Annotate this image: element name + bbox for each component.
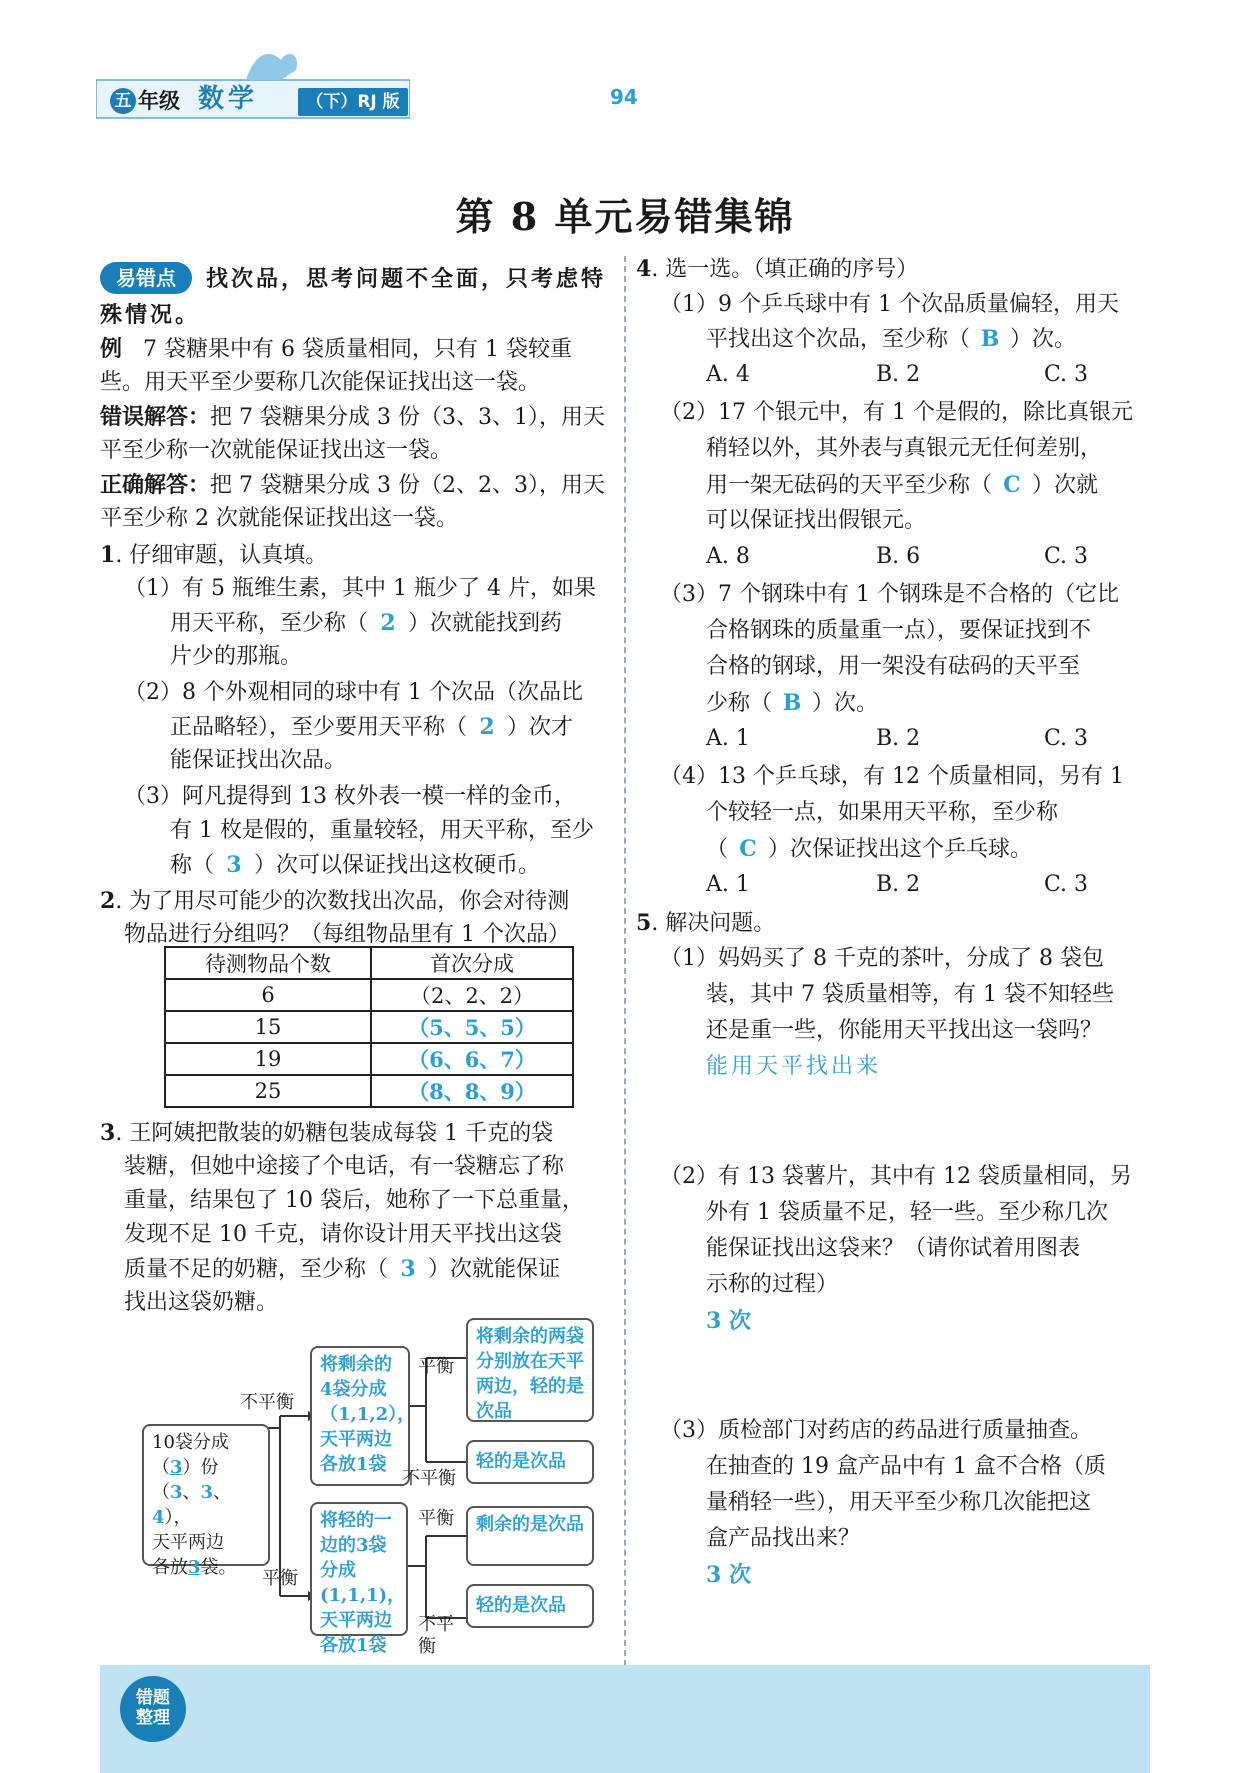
- example-label: 例: [100, 336, 123, 362]
- q4-p3-option-c: C. 3: [1044, 726, 1089, 751]
- column-divider: [624, 256, 626, 1666]
- q3-line3: 重量，结果包了 10 袋后，她称了一下总重量，: [124, 1188, 584, 1213]
- q4-p2-option-b: B. 6: [876, 544, 921, 569]
- flow-result-box-4: 轻的是次品: [466, 1584, 594, 1628]
- flow-start-line3: [152, 1480, 260, 1530]
- q5-title: [636, 906, 775, 941]
- q5-p3-line2: 在抽查的 19 盒产品中有 1 盒不合格（质: [706, 1454, 1106, 1479]
- subject-label: 数学: [198, 84, 259, 114]
- flow-start-line5: [152, 1555, 260, 1580]
- q4-p1-text-b: ）次。: [1010, 327, 1077, 352]
- q3-line4: 发现不足 10 千克，请你设计用天平找出这袋: [124, 1222, 562, 1247]
- tip-badge: 易错点: [100, 262, 192, 294]
- q5-number: 5: [636, 910, 652, 936]
- flow-start-line4: 天平两边: [152, 1532, 224, 1553]
- q4-p3-answer: B: [782, 690, 802, 716]
- flow-start-text2: 袋。: [200, 1557, 237, 1578]
- q4-p3-line4: [706, 686, 878, 721]
- q1-p3-text-a: 称（: [170, 853, 215, 878]
- wrong-answer-label: 错误解答：: [100, 404, 211, 430]
- footer-badge: [120, 1676, 186, 1742]
- q1-p1-line2: [170, 606, 562, 641]
- q5-p1-line3: 还是重一些，你能用天平找出这一袋吗？: [706, 1018, 1103, 1043]
- q2-number: 2: [100, 888, 116, 914]
- q1-p2-line3: 能保证找出次品。: [170, 748, 347, 773]
- q4-p4-option-b: B. 2: [876, 872, 921, 897]
- flow-label-balanced3: 平衡: [418, 1508, 454, 1529]
- q1-p1-text-a: 用天平称，至少称（: [170, 611, 369, 636]
- q4-p4-answer: C: [739, 836, 757, 862]
- q3-text-a: 质量不足的奶糖，至少称（: [124, 1257, 389, 1282]
- flow-start-answer4: 4: [152, 1507, 165, 1528]
- q4-p4-option-c: C. 3: [1044, 872, 1089, 897]
- q5-p2-line2: 外有 1 袋质量不足，轻一些。至少称几次: [706, 1200, 1108, 1225]
- q1-p1-answer: 2: [380, 610, 396, 636]
- q1-p2-text-a: 正品略轻），至少要用天平称（: [170, 715, 468, 740]
- flow-start-answer2: 3: [170, 1482, 183, 1503]
- q1-p2-answer: 2: [479, 714, 495, 740]
- q2-line1: [100, 884, 569, 919]
- flow-label-unbalanced2: 不平衡: [402, 1468, 456, 1489]
- wrong-answer-line1: [100, 400, 605, 435]
- q1-p3-line1: （3）阿凡提得到 13 枚外表一模一样的金币，: [124, 784, 576, 809]
- q5-p1-line1: （1）妈妈买了 8 千克的茶叶，分成了 8 袋包: [660, 946, 1104, 971]
- q4-p2-option-a: A. 8: [706, 544, 750, 569]
- q4-p1-option-b: B. 2: [876, 362, 921, 387]
- q5-p2-answer: 3 次: [706, 1308, 751, 1334]
- table-cell-count: 15: [165, 1011, 371, 1043]
- flow-start-paren-open: （: [152, 1457, 170, 1478]
- q3-text-b: ）次就能保证: [428, 1257, 561, 1282]
- flow-start-paren2-open: （: [152, 1482, 170, 1503]
- q1-p3-line2: 有 1 枚是假的，重量较轻，用天平称，至少: [170, 818, 594, 843]
- right-answer-label: 正确解答：: [100, 472, 211, 498]
- footer-notes-area: [100, 1665, 1150, 1773]
- flow-label-unbalanced: 不平衡: [240, 1392, 294, 1413]
- table-cell-split-answer: （5、5、5）: [371, 1011, 573, 1043]
- tip-text-line1: 找次品，思考问题不全面，只考虑特: [206, 266, 607, 292]
- q1-p3-answer: 3: [226, 852, 242, 878]
- q1-p1-line1: （1）有 5 瓶维生素，其中 1 瓶少了 4 片，如果: [124, 576, 596, 601]
- table-row: [165, 1011, 573, 1043]
- table-row: [165, 1043, 573, 1075]
- q4-p1-answer: B: [980, 326, 1000, 352]
- table-header-row: [165, 947, 573, 979]
- flow-result-box-3: 剩余的是次品: [466, 1506, 594, 1566]
- footer-badge-line2: 整理: [136, 1708, 170, 1728]
- flow-result-box-1: 将剩余的两袋分别放在天平两边，轻的是次品: [466, 1318, 594, 1422]
- q1-p1-text-b: ）次就能找到药: [408, 611, 563, 636]
- q4-p2-option-c: C. 3: [1044, 544, 1089, 569]
- flow-start-box: [142, 1424, 270, 1578]
- flow-start-text: 各放: [152, 1557, 188, 1578]
- q4-p3-option-b: B. 2: [876, 726, 921, 751]
- q1-p2-text-b: ）次才: [507, 715, 574, 740]
- q4-p4-text-a: （: [706, 837, 729, 862]
- table-cell-split-answer: （6、6、7）: [371, 1043, 573, 1075]
- flow-mid-top-box: 将剩余的4袋分成（1,1,2），天平两边各放1袋: [310, 1346, 410, 1486]
- q1-p2-line2: [170, 710, 573, 745]
- q4-p3-line2: 合格钢珠的质量重一点），要保证找到不: [706, 618, 1092, 643]
- q5-p1-line2: 装，其中 7 袋质量相等，有 1 袋不知轻些: [706, 982, 1114, 1007]
- right-answer-line2: 平至少称 2 次就能保证找出这一袋。: [100, 506, 458, 531]
- table-header-count: 待测物品个数: [165, 947, 371, 979]
- q5-p3-line3: 量稍轻一些），用天平至少称几次能把这: [706, 1490, 1092, 1515]
- flow-start-paren2-close: ），: [164, 1507, 192, 1528]
- q4-p4-text-b: ）次保证找出这个乒乓球。: [768, 837, 1033, 862]
- table-cell-count: 25: [165, 1075, 371, 1107]
- q3-line5: [124, 1252, 560, 1287]
- q4-title: [636, 252, 918, 287]
- example-line1: [100, 332, 572, 367]
- flow-start-answer1: 3: [170, 1457, 183, 1478]
- q4-p3-line3: 合格的钢球，用一架没有砝码的天平至: [706, 654, 1081, 679]
- q5-title-text: . 解决问题。: [651, 911, 776, 936]
- q4-p1-option-c: C. 3: [1044, 362, 1089, 387]
- flow-label-balanced2: 平衡: [418, 1356, 454, 1377]
- q5-p3-line1: （3）质检部门对药店的药品进行质量抽查。: [660, 1418, 1092, 1443]
- q1-p3-text-b: ）次可以保证找出这枚硬币。: [254, 853, 541, 878]
- flow-start-answer5: 3: [188, 1557, 201, 1578]
- flow-start-line1: 10袋分成: [152, 1432, 229, 1453]
- q2-table: [164, 946, 574, 1108]
- q4-p2-text-b: ）次就: [1032, 473, 1099, 498]
- flow-label-unbalanced3-line1: 不平: [418, 1614, 454, 1635]
- q2-line1-text: . 为了用尽可能少的次数找出次品，你会对待测: [115, 889, 570, 914]
- table-cell-count: 6: [165, 979, 371, 1011]
- flow-label-unbalanced3-line2: 衡: [418, 1636, 436, 1657]
- q5-p3-answer: 3 次: [706, 1562, 751, 1588]
- q4-p2-line2: 稍轻以外，其外表与真银元无任何差别，: [706, 436, 1103, 461]
- q4-p2-answer: C: [1003, 472, 1021, 498]
- q4-p2-line3: [706, 468, 1098, 503]
- q4-p1-line1: （1）9 个乒乓球中有 1 个次品质量偏轻，用天: [660, 292, 1119, 317]
- example-line2: 些。用天平至少要称几次能保证找出这一袋。: [100, 370, 541, 395]
- right-answer-text: 把 7 袋糖果分成 3 份（2、2、3），用天: [210, 473, 605, 498]
- table-header-split: 首次分成: [371, 947, 573, 979]
- q1-p1-line3: 片少的那瓶。: [170, 644, 303, 669]
- flow-start-answer3: 3: [200, 1482, 214, 1503]
- flow-start-line2: [152, 1455, 260, 1480]
- flow-start-unit: ）份: [182, 1457, 219, 1478]
- q4-p1-text-a: 平找出这个次品，至少称（: [706, 327, 971, 352]
- page-title: 第 8 单元易错集锦: [455, 194, 795, 239]
- table-row: [165, 1075, 573, 1107]
- wrong-answer-line2: 平至少称一次就能保证找出这一袋。: [100, 438, 453, 463]
- q1-title-text: . 仔细审题，认真填。: [115, 543, 328, 568]
- grade-badge: 五: [110, 88, 136, 114]
- q4-p3-line1: （3）7 个钢珠中有 1 个钢珠是不合格的（它比: [660, 582, 1119, 607]
- flow-start-sep1: 、: [182, 1482, 201, 1503]
- table-cell-split: （2、2、2）: [371, 979, 573, 1011]
- q5-p2-line1: （2）有 13 袋薯片，其中有 12 袋质量相同，另: [660, 1164, 1132, 1189]
- table-cell-split-answer: （8、8、9）: [371, 1075, 573, 1107]
- q4-p4-line1: （4）13 个乒乓球，有 12 个质量相同，另有 1: [660, 764, 1124, 789]
- q3-number: 3: [100, 1120, 116, 1146]
- flow-start-sep2: 、: [213, 1482, 232, 1503]
- q3-line2: 装糖，但她中途接了个电话，有一袋糖忘了称: [124, 1154, 565, 1179]
- wrong-answer-text: 把 7 袋糖果分成 3 份（3、3、1），用天: [210, 405, 605, 430]
- q4-p2-line4: 可以保证找出假银元。: [706, 508, 927, 533]
- table-cell-count: 19: [165, 1043, 371, 1075]
- q4-p1-line2: [706, 322, 1076, 357]
- q3-line1-text: . 王阿姨把散装的奶糖包装成每袋 1 千克的袋: [115, 1121, 554, 1146]
- q4-p3-text-b: ）次。: [812, 691, 879, 716]
- q4-p4-line3: [706, 832, 1032, 867]
- right-answer-line1: [100, 468, 605, 503]
- q5-p1-answer: 能用天平找出来: [706, 1054, 882, 1079]
- grade-label: 年级: [138, 89, 180, 113]
- page-number: 94: [610, 85, 638, 109]
- q5-p2-line3: 能保证找出这袋来？（请你试着用图表: [706, 1236, 1081, 1261]
- footer-badge-line1: 错题: [136, 1688, 170, 1708]
- q1-title: [100, 538, 327, 573]
- table-row: [165, 979, 573, 1011]
- q3-answer: 3: [400, 1256, 416, 1282]
- q3-line1: [100, 1116, 553, 1151]
- q1-p3-line3: [170, 848, 540, 883]
- q5-p2-line4: 示称的过程）: [706, 1272, 839, 1297]
- q4-p1-option-a: A. 4: [706, 362, 750, 387]
- q4-p4-line2: 个较轻一点，如果用天平称，至少称: [706, 800, 1059, 825]
- q4-p3-option-a: A. 1: [706, 726, 750, 751]
- q5-p3-line4: 盒产品找出来？: [706, 1526, 861, 1551]
- q3-line6: 找出这袋奶糖。: [124, 1290, 279, 1315]
- flow-mid-bottom-box: 将轻的一边的3袋分成(1,1,1)，天平两边各放1袋: [310, 1502, 408, 1636]
- q4-number: 4: [636, 256, 652, 282]
- flow-label-balanced: 平衡: [262, 1568, 298, 1589]
- tip-text-line2: 殊情况。: [100, 302, 201, 328]
- q1-number: 1: [100, 542, 116, 568]
- q4-title-text: . 选一选。（填正确的序号）: [651, 257, 919, 282]
- q1-p2-line1: （2）8 个外观相同的球中有 1 个次品（次品比: [124, 680, 583, 705]
- example-text: 7 袋糖果中有 6 袋质量相同，只有 1 袋较重: [143, 337, 572, 362]
- edition-label: （下）RJ 版: [298, 88, 408, 116]
- flow-result-box-2: 轻的是次品: [466, 1440, 594, 1484]
- q4-p2-line1: （2）17 个银元中，有 1 个是假的，除比真银元: [660, 400, 1133, 425]
- q2-line2: 物品进行分组吗？（每组物品里有 1 个次品）: [124, 922, 570, 947]
- q4-p2-text-a: 用一架无砝码的天平至少称（: [706, 473, 993, 498]
- q4-p3-text-a: 少称（: [706, 691, 773, 716]
- q4-p4-option-a: A. 1: [706, 872, 750, 897]
